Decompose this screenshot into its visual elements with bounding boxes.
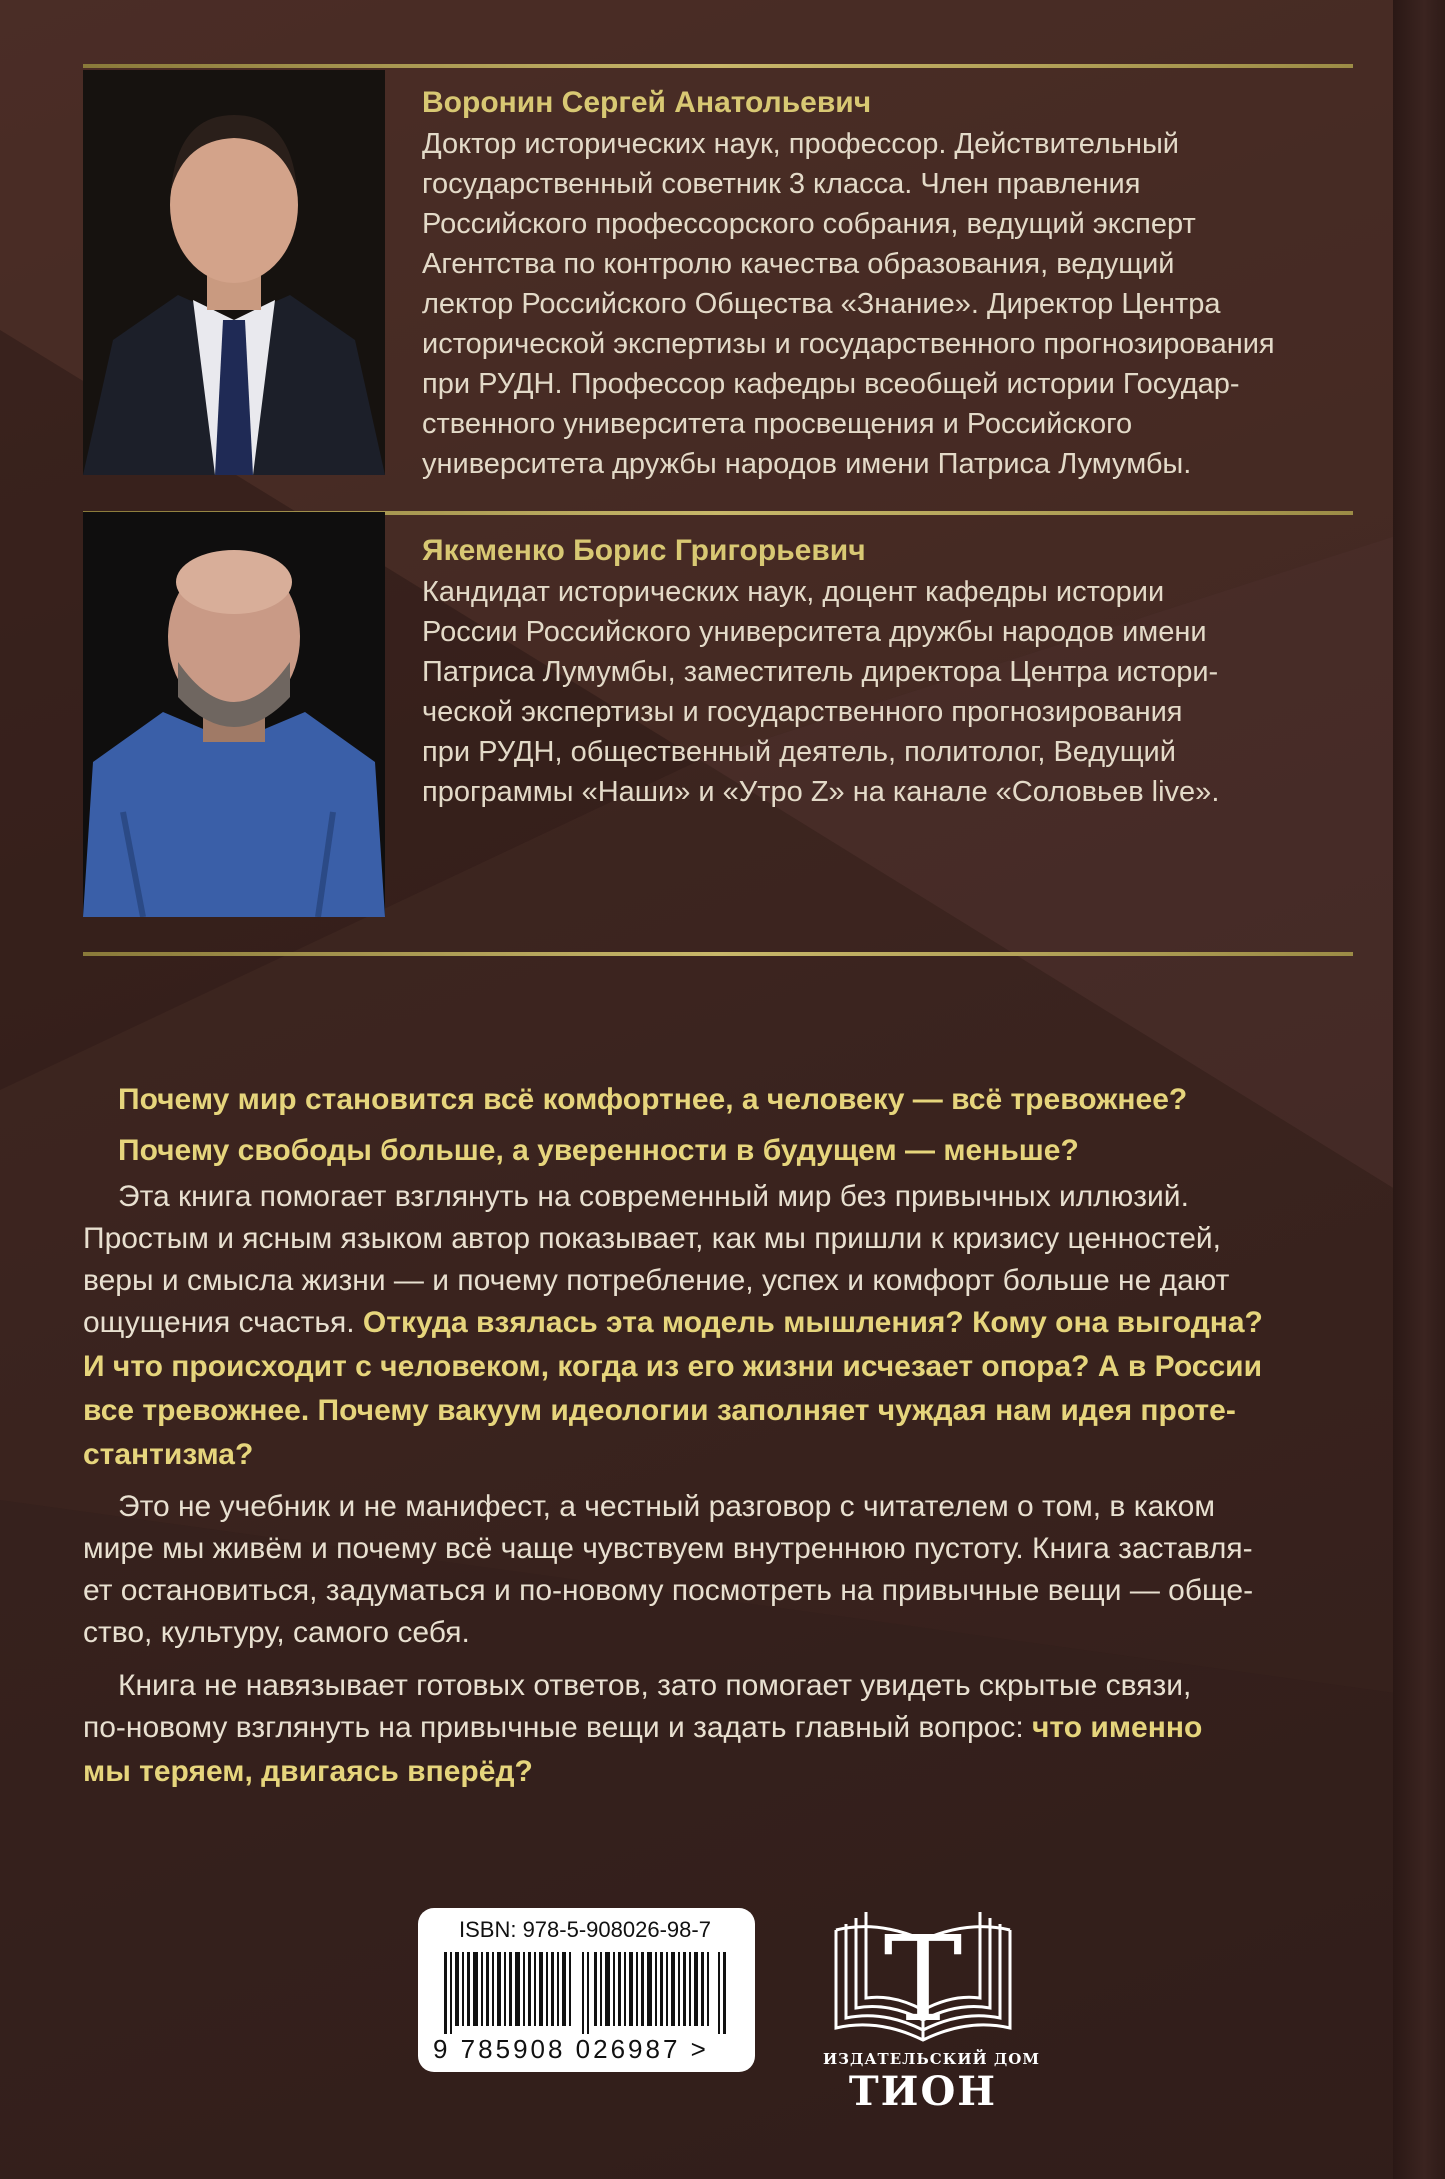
bio-line: программы «Наши» и «Утро Z» на канале «Соловьев live». [422,776,1220,808]
bio-line: России Российского университета дружбы народов имени [422,616,1207,648]
blurb-paragraph-line: И что происходит с человеком, когда из его жизни исчезает опора? А в России [83,1350,1263,1383]
bio-line: при РУДН. Профессор кафедры всеобщей истории Государ- [422,368,1240,400]
blurb-text-regular: по-новому взглянуть на привычные вещи и задать главный вопрос: [83,1711,1024,1744]
bio-line: лектор Российского Общества «Знание». Директор Центра [422,288,1221,320]
bio-line: университета дружбы народов имени Патриса Лумумбы. [422,448,1192,480]
bio-line: Доктор исторических наук, профессор. Действительный [422,128,1180,160]
blurb-paragraph-line [83,1711,1202,1745]
blurb-text-regular: ощущения счастья. [83,1306,355,1339]
bio-line: государственный советник 3 класса. Член правления [422,168,1141,200]
blurb-paragraph-line: ет остановиться, задуматься и по-новому посмотреть на привычные вещи — обще- [83,1574,1254,1607]
bio-line: ственного университета просвещения и Российского [422,408,1133,440]
bio-line: исторической экспертизы и государственного прогнозирования [422,328,1275,360]
author-photo-voronin [83,70,385,475]
blurb-paragraph-line: мире мы живём и почему всё чаще чувствуем внутреннюю пустоту. Книга заставля- [83,1532,1253,1565]
bio-line: ческой экспертизы и государственного прогнозирования [422,696,1183,728]
blurb-text-bold: что именно [1032,1711,1203,1744]
bio-line: Кандидат исторических наук, доцент кафедры истории [422,576,1165,608]
blurb-paragraph-line: мы теряем, двигаясь вперёд? [83,1755,533,1788]
blurb-paragraph-line: ство, культуру, самого себя. [83,1616,470,1649]
blurb-question: Почему свободы больше, а уверенности в будущем — меньше? [118,1134,1079,1167]
barcode-digits: 9 785908 026987 > [433,2034,709,2064]
publisher-logo-letter: Т [883,1910,963,2048]
author-name-yakemenko: Якеменко Борис Григорьевич [422,534,866,567]
blurb-paragraph-line [83,1306,1263,1340]
publisher-name: ТИОН [848,2068,998,2115]
blurb-paragraph-line: стантизма? [83,1438,254,1471]
isbn-label: ISBN: 978-5-908026-98-7 [459,1917,711,1942]
bio-line: при РУДН, общественный деятель, политолог, Ведущий [422,736,1176,768]
barcode-image [444,1952,734,2034]
gold-rule-bottom [83,952,1353,956]
bio-line: Российского профессорского собрания, ведущий эксперт [422,208,1196,240]
blurb-paragraph-line: Это не учебник и не манифест, а честный разговор с читателем о том, в каком [118,1490,1215,1523]
gold-rule-top [83,64,1353,68]
author-name-voronin: Воронин Сергей Анатольевич [422,86,872,119]
blurb-paragraph-line: веры и смысла жизни — и почему потребление, успех и комфорт больше не дают [83,1264,1230,1297]
spine-edge [1393,0,1445,2179]
author-photo-yakemenko [83,512,385,917]
publisher-subtitle: ИЗДАТЕЛЬСКИЙ ДОМ [823,2050,1040,2068]
blurb-paragraph-line: Эта книга помогает взглянуть на современный мир без привычных иллюзий. [118,1180,1189,1213]
blurb-question: Почему мир становится всё комфортнее, а человеку — всё тревожнее? [118,1083,1188,1116]
blurb-paragraph-line: Книга не навязывает готовых ответов, зато помогает увидеть скрытые связи, [118,1669,1192,1702]
bio-line: Агентства по контролю качества образования, ведущий [422,248,1175,280]
bio-line: Патриса Лумумбы, заместитель директора Центра истори- [422,656,1219,688]
isbn-barcode-box [418,1908,755,2072]
blurb-paragraph-line: Простым и ясным языком автор показывает, как мы пришли к кризису ценностей, [83,1222,1222,1255]
blurb-text-bold: Откуда взялась эта модель мышления? Кому она выгодна? [362,1306,1263,1339]
blurb-paragraph-line: все тревожнее. Почему вакуум идеологии заполняет чуждая нам идея проте- [83,1394,1236,1427]
